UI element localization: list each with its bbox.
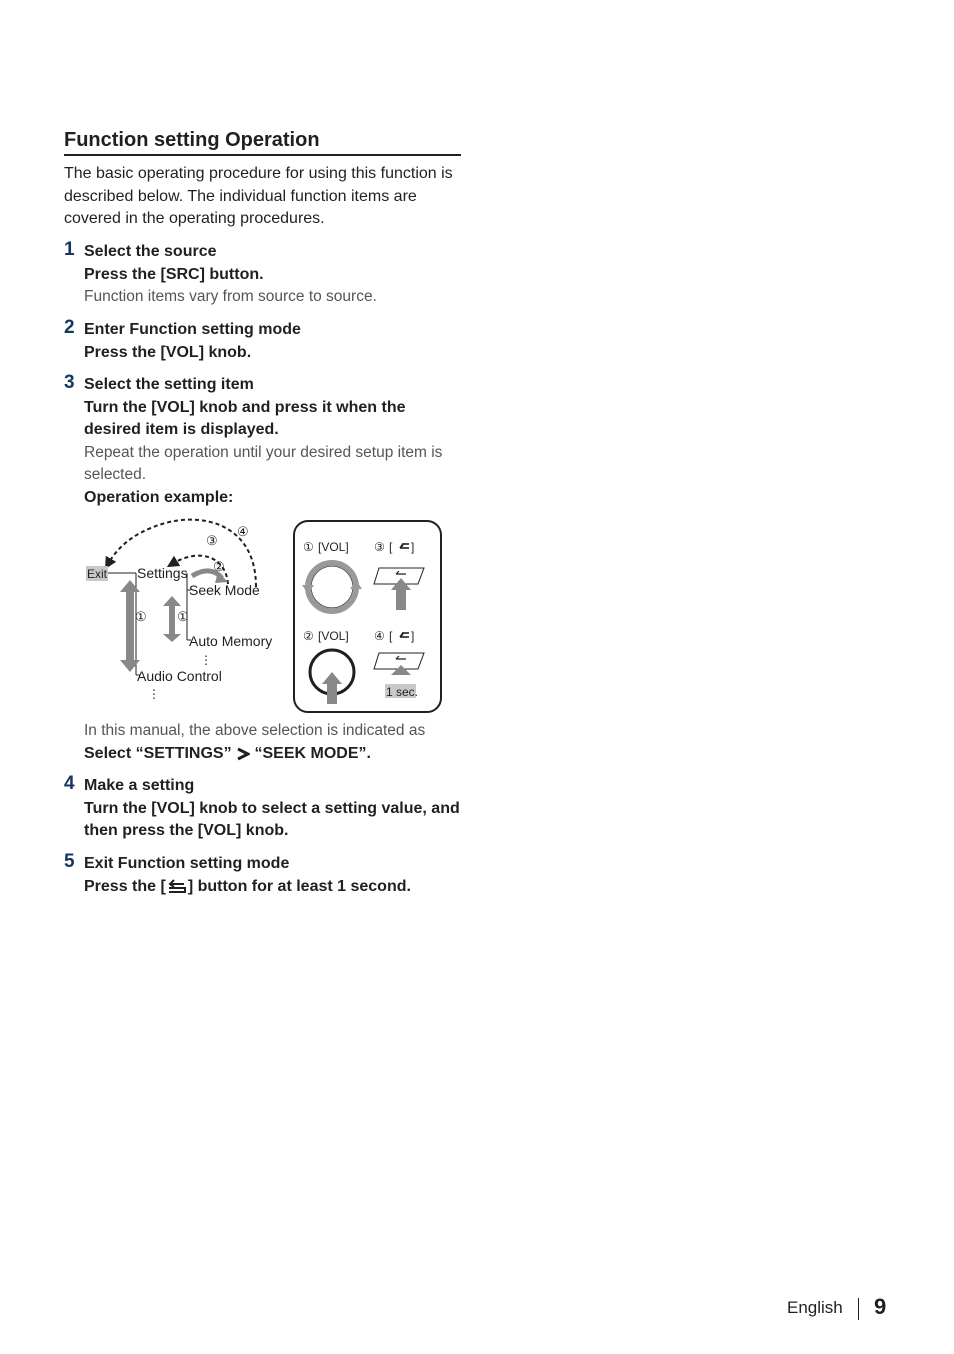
- vol-label: [VOL]: [318, 629, 349, 643]
- step-heading: Make a setting: [84, 777, 195, 794]
- step-heading: Enter Function setting mode: [84, 321, 301, 338]
- double-arrow-large: [120, 580, 140, 672]
- settings-label: Settings: [137, 565, 188, 581]
- step-1: [64, 241, 464, 309]
- step-action: Press the [VOL] knob.: [84, 343, 252, 361]
- vol-knob-turn-icon: [302, 563, 362, 611]
- step-number: 4: [64, 773, 75, 794]
- select-settings: Select “SETTINGS”: [84, 744, 232, 762]
- circled-3: ③: [206, 533, 218, 548]
- footer-language: English: [787, 1298, 843, 1317]
- select-seek-mode: “SEEK MODE”.: [254, 744, 371, 762]
- seek-mode-label: Seek Mode: [189, 582, 260, 598]
- step-5: [64, 853, 464, 898]
- circled-4: ④: [237, 524, 249, 539]
- audio-control-label: Audio Control: [137, 668, 222, 684]
- bracket-open: [: [389, 540, 393, 554]
- intro-paragraph: The basic operating procedure for using this function is described below. The individual function items are covered in the operating procedures.: [64, 165, 453, 227]
- bracket-close: ]: [411, 540, 415, 554]
- step-3-continued: [64, 720, 464, 765]
- circled-1: ①: [177, 609, 189, 624]
- operation-example-diagram: [80, 512, 450, 717]
- step-number: 2: [64, 317, 75, 338]
- example-label: Operation example:: [84, 488, 234, 506]
- step-action-part: Press the [: [84, 877, 166, 895]
- page-number: 9: [874, 1294, 887, 1319]
- step-note: Function items vary from source to source.: [84, 288, 377, 305]
- step-heading: Exit Function setting mode: [84, 855, 290, 872]
- step-action: Press the [SRC] button.: [84, 265, 264, 283]
- step-action: [84, 876, 464, 899]
- step-number: 1: [64, 239, 75, 260]
- selection-note: In this manual, the above selection is indicated as: [84, 722, 426, 739]
- step-3: [64, 374, 464, 509]
- step-heading: Select the source: [84, 243, 217, 260]
- ellipsis: ⋮: [200, 653, 212, 667]
- chevron-right-icon: [236, 747, 250, 761]
- auto-memory-label: Auto Memory: [189, 633, 273, 649]
- one-sec-label: 1 sec.: [386, 685, 419, 699]
- step-note: Repeat the operation until your desired setup item is selected.: [84, 443, 443, 483]
- vol-label: [VOL]: [318, 540, 349, 554]
- circled-2: ②: [303, 629, 314, 643]
- selection-example: [84, 743, 464, 766]
- circled-3: ③: [374, 540, 385, 554]
- section-title: Function setting Operation: [64, 126, 461, 156]
- exit-label: Exit: [87, 567, 108, 581]
- circled-2: ②: [213, 559, 225, 574]
- step-number: 5: [64, 851, 75, 872]
- back-icon: [166, 878, 188, 894]
- bracket-close: ]: [411, 629, 415, 643]
- step-number: 3: [64, 372, 75, 393]
- step-4: [64, 775, 464, 843]
- circled-1: ①: [135, 609, 147, 624]
- step-2: [64, 319, 464, 364]
- step-action: Turn the [VOL] knob and press it when the desired item is displayed.: [84, 398, 406, 438]
- circled-4: ④: [374, 629, 385, 643]
- step-action: Turn the [VOL] knob to select a setting value, and then press the [VOL] knob.: [84, 799, 460, 839]
- step-action-part: ] button for at least 1 second.: [187, 877, 411, 895]
- step-heading: Select the setting item: [84, 376, 254, 393]
- circled-1: ①: [303, 540, 314, 554]
- bracket-open: [: [389, 629, 393, 643]
- ellipsis: ⋮: [148, 687, 160, 701]
- footer-divider: [858, 1298, 859, 1320]
